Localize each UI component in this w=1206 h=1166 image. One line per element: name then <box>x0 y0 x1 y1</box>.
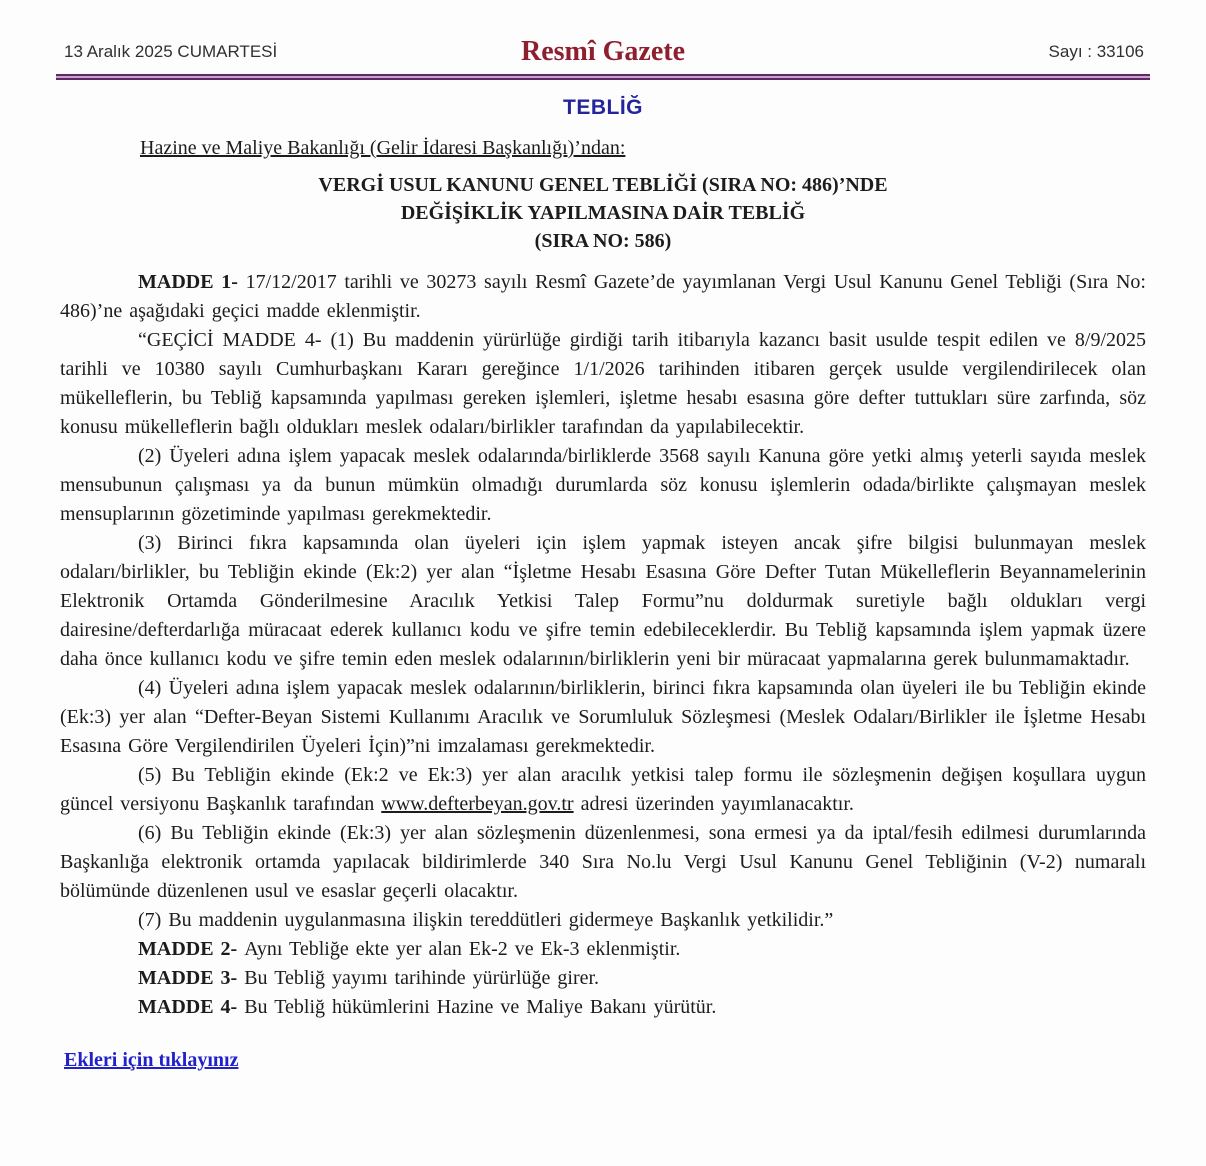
section-heading-teblig: TEBLİĞ <box>563 96 643 119</box>
issuing-authority-line: Hazine ve Maliye Bakanlığı (Gelir İdaresi Başkanlığı)’ndan: <box>140 137 626 159</box>
header-divider <box>56 74 1150 80</box>
paragraph-madde-3 <box>60 964 1146 993</box>
paragraph-fikra-2 <box>60 442 1146 529</box>
document-title-line1: VERGİ USUL KANUNU GENEL TEBLİĞİ (SIRA NO: 486)’NDE <box>318 174 888 196</box>
text-segment: (5) Bu Tebliğin ekinde (Ek:2 ve Ek:3) yer alan aracılık yetkisi talep formu ile sözleşmenin değişen koşullara uygun güncel versiyonu Başkanlık tarafından <box>60 764 1146 815</box>
paragraph-madde-1 <box>60 268 1146 326</box>
gazette-date: 13 Aralık 2025 CUMARTESİ <box>64 42 278 61</box>
document-title-line3: (SIRA NO: 586) <box>534 230 672 252</box>
text-segment: (2) Üyeleri adına işlem yapacak meslek odalarında/birliklerde 3568 sayılı Kanuna göre yetki almış yeterli sayıda meslek mensubunun çalışması ya da bunun mümkün olmadığı durumlarda söz konusu işlemlerin odada/birlikte çalışmayan meslek mensuplarının gözetiminde yapılması gerekmektedir. <box>60 445 1146 525</box>
text-segment: 17/12/2017 tarihli ve 30273 sayılı Resmî Gazete’de yayımlanan Vergi Usul Kanunu Genel Tebliği (Sıra No: 486)’ne aşağıdaki geçici madde eklenmiştir. <box>60 271 1146 322</box>
paragraph-madde-4 <box>60 993 1146 1022</box>
text-segment: (3) Birinci fıkra kapsamında olan üyeleri için işlem yapmak isteyen ancak şifre bilgisi bulunmayan meslek odaları/birlikler, bu Tebliğin ekinde (Ek:2) yer alan “İşletme Hesabı Esasına Göre Defter Tutan Mükelleflerin Beyannamelerinin Elektronik Ortamda Gönderilmesine Aracılık Yetkisi Talep Formu”nu doldurmak suretiyle bağlı oldukları vergi dairesine/defterdarlığa müracaat ederek kullanıcı kodu ve şifre temin edebileceklerdir. Bu Tebliğ kapsamında işlem yapmak üzere daha önce kullanıcı kodu ve şifre temin eden meslek odalarının/birliklerin yeni bir müracaat yapmalarına gerek bulunmamaktadır. <box>60 532 1146 670</box>
document-body <box>60 268 1146 1022</box>
paragraph-fikra-3 <box>60 529 1146 674</box>
defterbeyan-url-link[interactable]: www.defterbeyan.gov.tr <box>381 793 574 815</box>
document-title-line2: DEĞİŞİKLİK YAPILMASINA DAİR TEBLİĞ <box>400 202 806 224</box>
text-segment: “GEÇİCİ MADDE 4- (1) Bu maddenin yürürlüğe girdiği tarih itibarıyla kazancı basit usulde tespit edilen ve 8/9/2025 tarihli ve 10380 sayılı Cumhurbaşkanı Kararı gereğince 1/1/2026 tarihinden itibaren gerçek usulde vergilendirilecek olan mükelleflerin, bu Tebliğ kapsamında yapılması gereken işlemleri, işletme hesabı esasına göre defter tuttukları süre zarfında, söz konusu mükelleflerin bağlı oldukları meslek odaları/birlikler tarafından da yapılabilecektir. <box>60 329 1146 438</box>
paragraph-gecici-madde-4-fikra-1 <box>60 326 1146 442</box>
attachments-link[interactable]: Ekleri için tıklayınız <box>64 1049 239 1071</box>
paragraph-fikra-4 <box>60 674 1146 761</box>
text-segment: Aynı Tebliğe ekte yer alan Ek-2 ve Ek-3 eklenmiştir. <box>244 938 681 960</box>
paragraph-fikra-6 <box>60 819 1146 906</box>
text-segment: (7) Bu maddenin uygulanmasına ilişkin tereddütleri gidermeye Başkanlık yetkilidir.” <box>138 909 834 931</box>
text-segment: MADDE 2- <box>138 938 245 960</box>
paragraph-madde-2 <box>60 935 1146 964</box>
gazette-issue-number: Sayı : 33106 <box>1048 42 1144 61</box>
text-segment: MADDE 4- <box>138 996 245 1018</box>
text-segment: adresi üzerinden yayımlanacaktır. <box>573 793 854 815</box>
gazette-masthead: Resmî Gazete <box>520 36 686 67</box>
text-segment: Bu Tebliğ hükümlerini Hazine ve Maliye Bakanı yürütür. <box>244 996 717 1018</box>
text-segment: (6) Bu Tebliğin ekinde (Ek:3) yer alan sözleşmenin düzenlenmesi, sona ermesi ya da iptal/fesih edilmesi durumlarında Başkanlığa elektronik ortamda yapılacak bildirimlerde 340 Sıra No.lu Vergi Usul Kanunu Genel Tebliğinin (V-2) numaralı bölümünde düzenlenen usul ve esaslar geçerli olacaktır. <box>60 822 1146 902</box>
text-segment: (4) Üyeleri adına işlem yapacak meslek odalarının/birliklerin, birinci fıkra kapsamında olan üyeleri ile bu Tebliğin ekinde (Ek:3) yer alan “Defter-Beyan Sistemi Kullanımı Aracılık ve Sorumluluk Sözleşmesi (Meslek Odaları/Birlikler ile İşletme Hesabı Esasına Göre Vergilendirilen Üyeleri İçin)”ni imzalaması gerekmektedir. <box>60 677 1146 757</box>
gazette-header <box>0 0 1206 68</box>
text-segment: MADDE 1- <box>138 271 246 293</box>
document-title <box>0 171 1206 255</box>
paragraph-fikra-5 <box>60 761 1146 819</box>
text-segment: MADDE 3- <box>138 967 245 989</box>
text-segment: Bu Tebliğ yayımı tarihinde yürürlüğe girer. <box>244 967 600 989</box>
paragraph-fikra-7 <box>60 906 1146 935</box>
